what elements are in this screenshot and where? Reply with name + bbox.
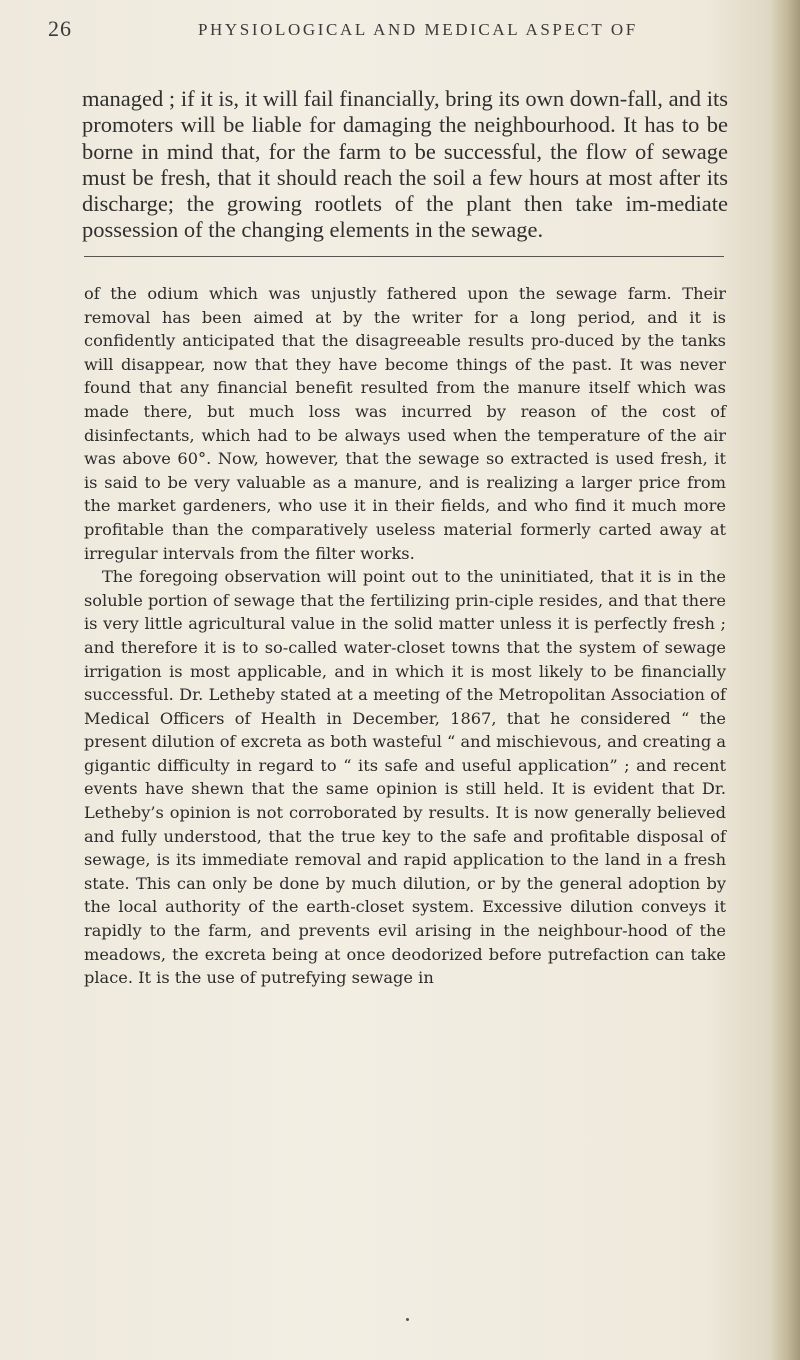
footnote-paragraph-2: The foregoing observation will point out to the uninitiated, that it is in the soluble portion of sewage that the fertilizing prin-ciple resides, and that there is very little agricultural value in the solid matter unless it is perfectly fresh ; and therefore it is to so-called water-closet towns that the system of sewage irrigation is most applicable, and in which it is most likely to be financially successful. Dr. Letheby stated at a meeting of the Metropolitan Association of Medical Officers of Health in December, 1867, that he considered “ the present dilution of excreta as both wasteful “ and mischievous, and creating a gigantic difficulty in regard to “ its safe and useful application” ; and recent events have shewn that the same opinion is still held. It is evident that Dr. Letheby’s opinion is not corroborated by results. It is now generally believed and fully understood, that the true key to the safe and profitable disposal of sewage, is its immediate removal and rapid application to the land in a fresh state. This can only be done by much dilution, or by the general adoption by the local authority of the earth-closet system. Excessive dilution conveys it rapidly to the farm, and prevents evil arising in the neighbour-hood of the meadows, the excreta being at once deodorized before putrefaction can take place. It is the use of putrefying sewage in [84,567,726,988]
running-title: PHYSIOLOGICAL AND MEDICAL ASPECT OF [198,20,638,39]
footnote [84,282,726,990]
footnote-paragraph-1: of the odium which was unjustly fathered upon the sewage farm. Their removal has been aimed at by the writer for a long period, and it is confidently anticipated that the disagreeable results pro-duced by the tanks will disappear, now that they have become things of the past. It was never found that any financial benefit resulted from the manure itself which was made there, but much loss was incurred by reason of the cost of disinfectants, which had to be always used when the temperature of the air was above 60°. Now, however, that the sewage so extracted is used fresh, it is said to be very valuable as a manure, and is realizing a larger price from the market gardeners, who use it in their fields, and who find it much more profitable than the comparatively useless material formerly carted away at irregular intervals from the filter works. [84,284,726,563]
stray-mark [406,1318,409,1321]
page-number: 26 [48,16,72,41]
page-header [48,16,738,56]
main-body-text: managed ; if it is, it will fail financially, bring its own down-fall, and its promoters will be liable for damaging the neighbourhood. It has to be borne in mind that, for the farm to be successful, the flow of sewage must be fresh, that it should reach the soil a few hours at most after its discharge; the growing rootlets of the plant then take im-mediate possession of the changing elements in the sewage. [82,86,728,243]
page-edge-shadow [770,0,800,1360]
footnote-divider [84,256,724,257]
